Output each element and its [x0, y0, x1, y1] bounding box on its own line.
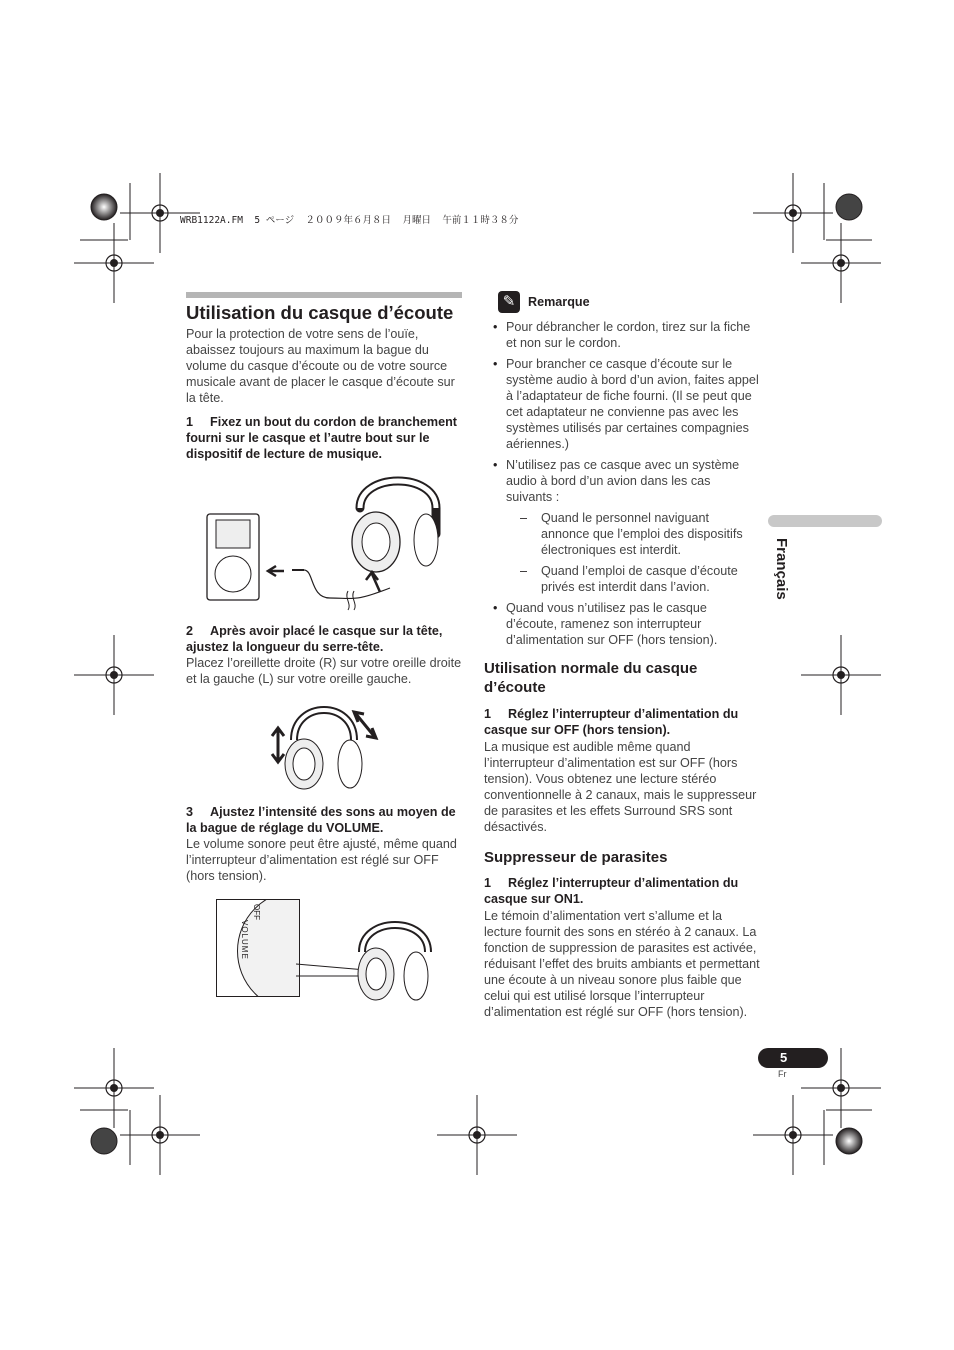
page-language-code: Fr: [778, 1069, 787, 1079]
headband-icon: [362, 925, 428, 952]
sub-list: [506, 510, 760, 595]
off-label: OFF: [252, 904, 261, 920]
language-label: Français: [773, 538, 790, 600]
language-tab-bar: [768, 515, 882, 527]
print-header-stamp: WRB1122A.FM 5 ページ ２００９年６月８日 月曜日 午前１１時３８分: [180, 215, 519, 226]
registration-target-icon: [74, 223, 154, 303]
list-item: • Pour brancher ce casque d’écoute sur le système audio à bord d’un avion, faites appel à l’adaptateur de fiche fourni. (Il se peut que cet adaptateur ne convienne pas avec les systèmes utilisés par certaines compagnies aériennes.): [484, 356, 760, 452]
gray-target-icon: [91, 1128, 117, 1154]
step-number: 1: [484, 707, 492, 721]
step-text: Après avoir placé le casque sur la tête, ajustez la longueur du serre-tête.: [186, 624, 443, 654]
section-1-step: [484, 706, 760, 738]
volume-closeup: [216, 899, 300, 997]
double-arrow-icon: [272, 728, 284, 762]
headband-adjust-illustration: [264, 698, 384, 796]
list-item: • Quand vous n’utilisez pas le casque d’écoute, ramenez son interrupteur d’alimentation sur OFF (hors tension).: [484, 600, 760, 648]
list-item: [484, 457, 760, 595]
gray-target-icon: [836, 194, 862, 220]
section-2-step: [484, 875, 760, 907]
arrow-left-icon: [268, 566, 284, 576]
star-target-icon: [91, 194, 117, 220]
step-text: Réglez l’interrupteur d’alimentation du casque sur ON1.: [484, 876, 739, 906]
step-number: 1: [484, 876, 492, 890]
language-tab: [770, 538, 790, 618]
connection-illustration: [204, 476, 448, 612]
step-number: 1: [186, 415, 194, 429]
step-3: [186, 804, 466, 836]
list-item: • Pour débrancher le cordon, tirez sur la fiche et non sur le cordon.: [484, 319, 760, 351]
section-rule: [186, 292, 462, 298]
intro-paragraph: Pour la protection de votre sens de l’ouïe, abaissez toujours au maximum la bague du volume du casque d’écoute ou de votre source musicale avant de placer le casque d’écoute sur la tête.: [186, 327, 455, 405]
list-item-text: N’utilisez pas ce casque avec un système audio à bord d’un avion dans les cas suivants :: [506, 458, 740, 504]
headphone-volume-illustration: [296, 918, 432, 1008]
page-number: 5: [758, 1048, 828, 1068]
registration-target-icon: [120, 1095, 200, 1175]
step-text: Réglez l’interrupteur d’alimentation du casque sur OFF (hors tension).: [484, 707, 739, 737]
step-2: [186, 623, 466, 655]
arrow-up-icon: [366, 572, 380, 592]
sub-list-item: – Quand le personnel naviguant annonce que l’emploi des dispositifs électroniques est interdit.: [506, 510, 760, 558]
headband-icon: [294, 710, 354, 740]
registration-target-icon: [801, 223, 881, 303]
notes-list: [484, 319, 760, 653]
registration-target-icon: [753, 1095, 833, 1175]
pencil-icon: ✎: [498, 291, 520, 313]
note-label: Remarque: [528, 295, 590, 309]
step-text: Ajustez l’intensité des sons au moyen de la bague de réglage du VOLUME.: [186, 805, 456, 835]
step-2-body: Placez l’oreillette droite (R) sur votre oreille droite et la gauche (L) sur votre oreille gauche.: [186, 656, 462, 686]
section-1-body: La musique est audible même quand l’interrupteur d’alimentation est sur OFF (hors tension). Vous obtenez une lecture stéréo conventionnelle à 2 canaux, mais le suppresseur de parasites et les effets Surround SRS sont désactivés.: [484, 740, 757, 834]
sub-list-item: – Quand l’emploi de casque d’écoute privés est interdit dans l’avion.: [506, 563, 760, 595]
registration-target-icon: [753, 173, 833, 253]
star-target-icon: [836, 1128, 862, 1154]
step-number: 3: [186, 805, 194, 819]
step-number: 2: [186, 624, 194, 638]
page-title: Utilisation du casque d’écoute: [186, 302, 454, 323]
registration-target-icon: [74, 1048, 154, 1128]
step-3-body: Le volume sonore peut être ajusté, même quand l’interrupteur d’alimentation est réglé sur OFF (hors tension).: [186, 837, 457, 883]
registration-target-icon: [437, 1095, 517, 1175]
registration-target-icon: [74, 635, 154, 715]
section-heading: Suppresseur de parasites: [484, 849, 668, 866]
section-2-body: Le témoin d’alimentation vert s’allume et la lecture fournit des sons en stéréo à 2 canaux. La fonction de suppression de parasites est activée, réduisant l’effet des bruits ambiants et permettant une écoute à un niveau sonore plus faible que celui qui est utilisé lorsque l’interrupteur d’alimentation est réglé sur OFF (hors tension).: [484, 909, 760, 1019]
registration-target-icon: [801, 635, 881, 715]
step-text: Fixez un bout du cordon de branchement fourni sur le casque et l’autre bout sur le dispositif de lecture de musique.: [186, 415, 457, 461]
section-heading: Utilisation normale du casque d’écoute: [484, 660, 698, 696]
volume-label: VOLUME: [240, 920, 249, 960]
step-1: [186, 414, 466, 462]
